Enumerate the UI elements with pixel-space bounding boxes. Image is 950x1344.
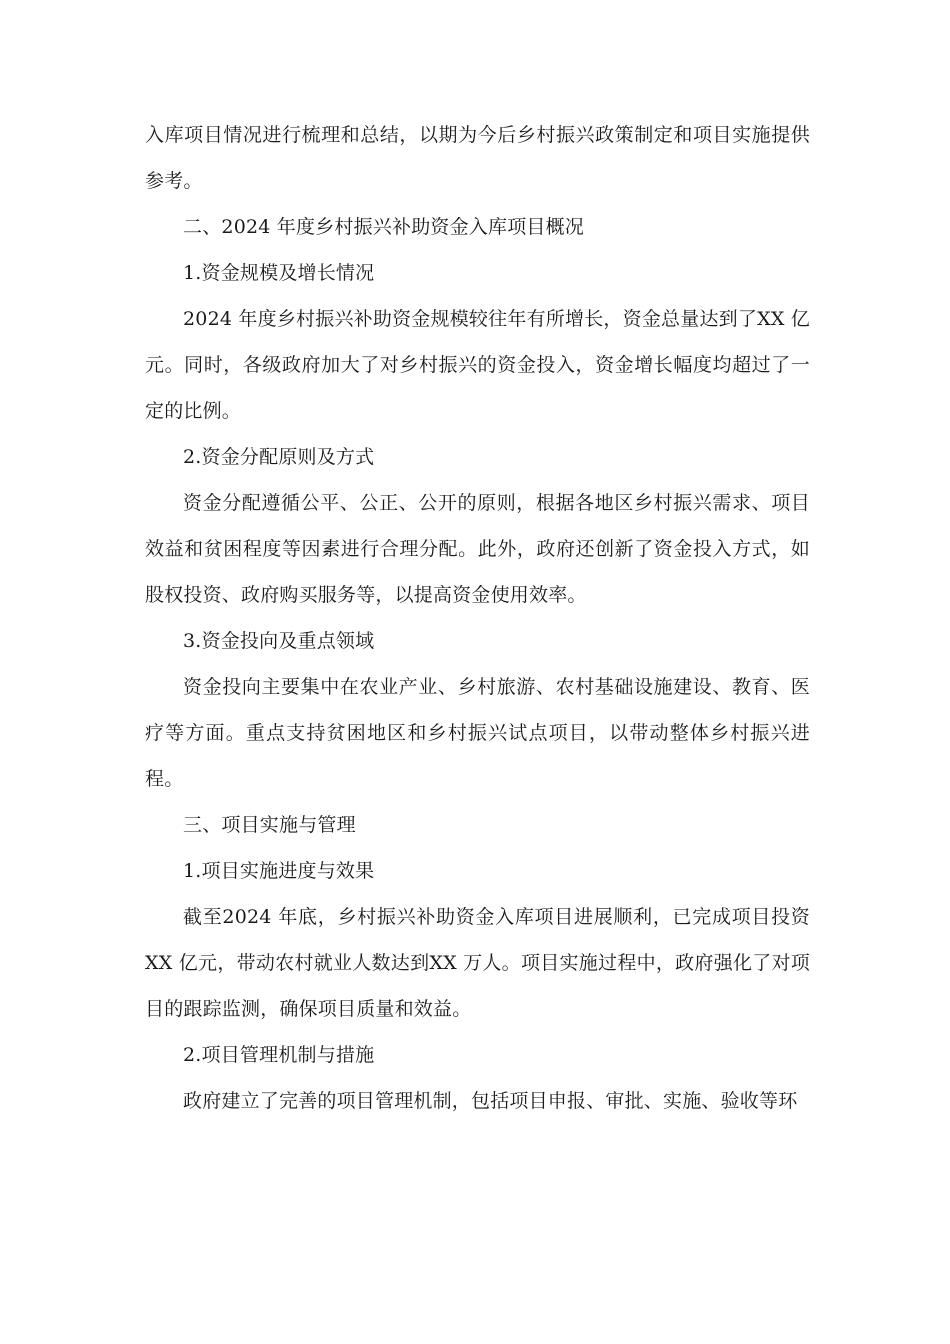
subheading-progress: 1.项目实施进度与效果 <box>183 860 375 882</box>
subheading-fund-allocation: 2.资金分配原则及方式 <box>183 446 375 468</box>
paragraph-continuation: 入库项目情况进行梳理和总结，以期为今后乡村振兴政策制定和项目实施提供参考。 <box>145 124 810 192</box>
subheading-fund-scale: 1.资金规模及增长情况 <box>183 262 375 284</box>
section-heading-overview: 二、2024 年度乡村振兴补助资金入库项目概况 <box>183 216 584 238</box>
document-body <box>145 112 810 1124</box>
paragraph-progress: 截至2024 年底，乡村振兴补助资金入库项目进展顺利，已完成项目投资XX 亿元，带动农村就业人数达到XX 万人。项目实施过程中，政府强化了对项目的跟踪监测，确保项目质量和效益。 <box>145 906 810 1020</box>
paragraph-fund-allocation: 资金分配遵循公平、公正、公开的原则，根据各地区乡村振兴需求、项目效益和贫困程度等因素进行合理分配。此外，政府还创新了资金投入方式，如股权投资、政府购买服务等，以提高资金使用效率。 <box>145 492 810 606</box>
paragraph-fund-direction: 资金投向主要集中在农业产业、乡村旅游、农村基础设施建设、教育、医疗等方面。重点支持贫困地区和乡村振兴试点项目，以带动整体乡村振兴进程。 <box>145 676 810 790</box>
paragraph-management: 政府建立了完善的项目管理机制，包括项目申报、审批、实施、验收等环 <box>183 1090 798 1112</box>
paragraph-fund-scale: 2024 年度乡村振兴补助资金规模较往年有所增长，资金总量达到了XX 亿元。同时，各级政府加大了对乡村振兴的资金投入，资金增长幅度均超过了一定的比例。 <box>145 308 810 422</box>
subheading-management: 2.项目管理机制与措施 <box>183 1044 375 1066</box>
section-heading-implementation: 三、项目实施与管理 <box>183 814 356 836</box>
subheading-fund-direction: 3.资金投向及重点领域 <box>183 630 375 652</box>
